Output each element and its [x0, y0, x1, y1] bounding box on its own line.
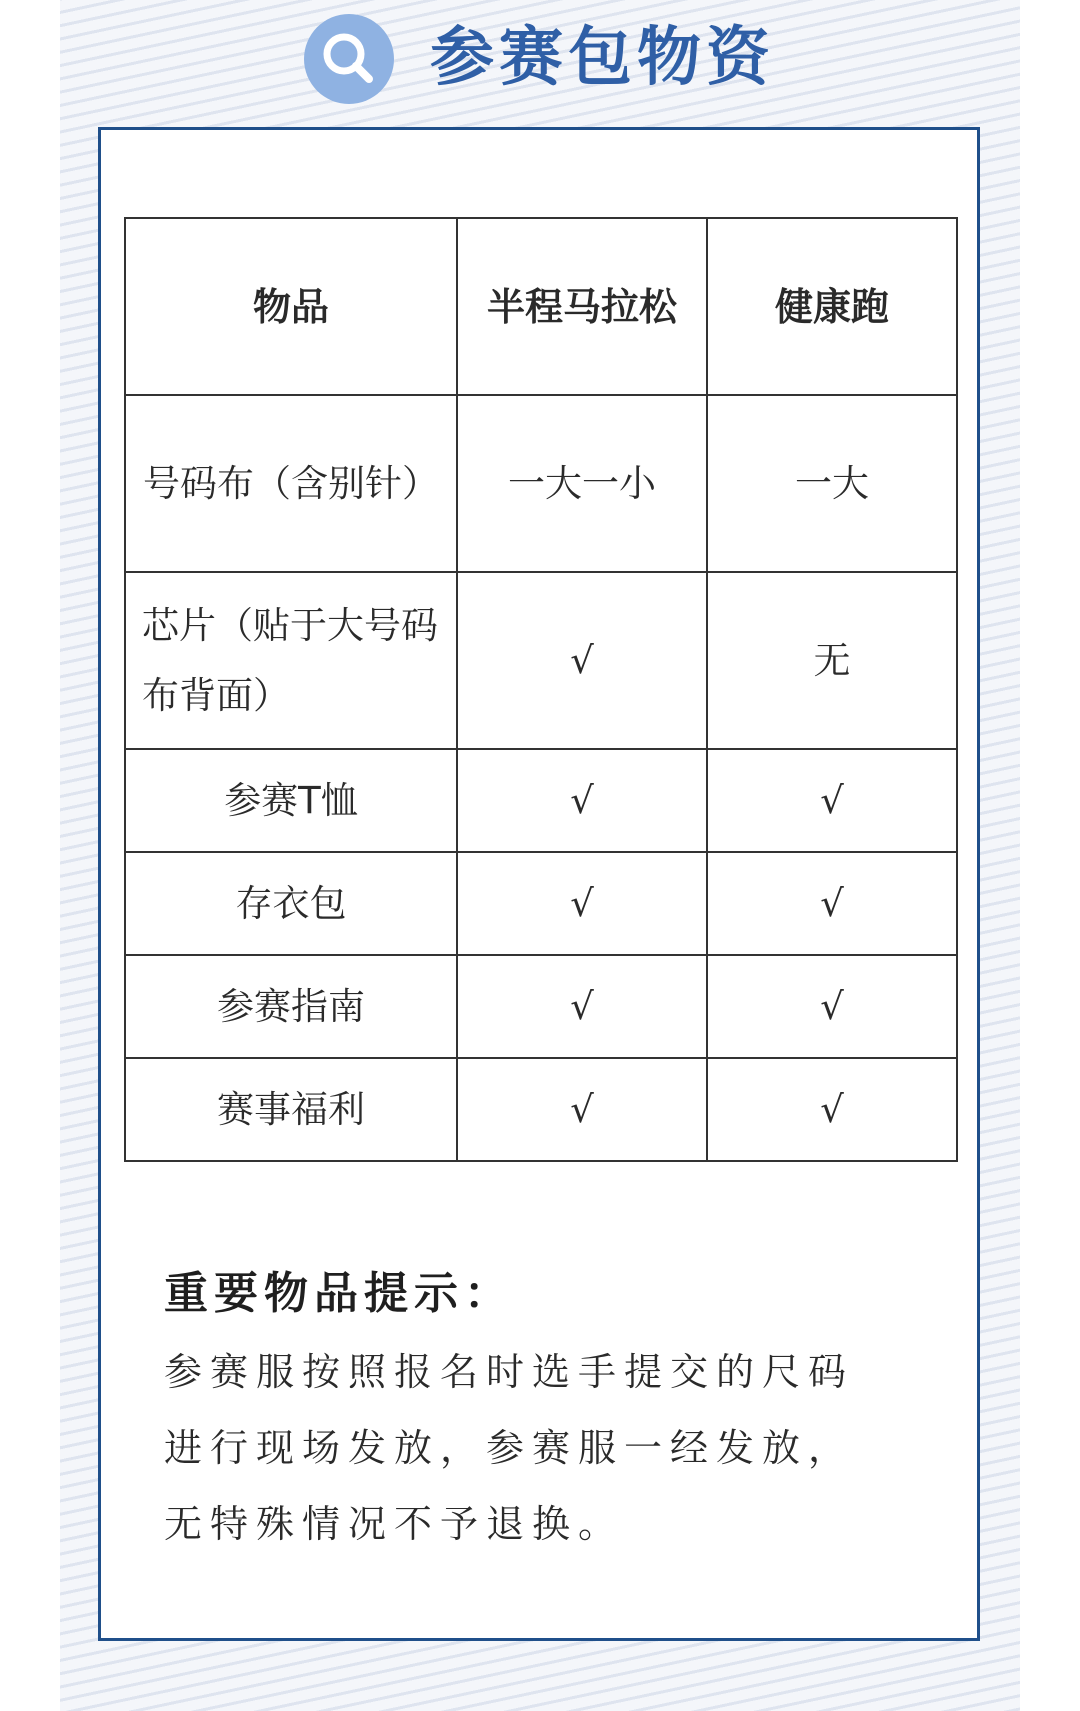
supplies-table: [124, 217, 958, 1162]
right-margin: [1020, 0, 1080, 1711]
fun-run-cell: √: [707, 955, 957, 1058]
item-cell: 参赛T恤: [125, 749, 457, 852]
table-row: [125, 395, 957, 572]
table-row: [125, 572, 957, 749]
half-marathon-cell: √: [457, 955, 707, 1058]
half-marathon-cell: √: [457, 852, 707, 955]
half-marathon-cell: √: [457, 1058, 707, 1161]
header-fun-run: 健康跑: [707, 218, 957, 395]
item-cell: 号码布（含别针）: [125, 395, 457, 572]
page-title: 参赛包物资: [430, 21, 775, 95]
fun-run-cell: √: [707, 1058, 957, 1161]
table-row: [125, 852, 957, 955]
table-row: [125, 955, 957, 1058]
notice-line: 无特殊情况不予退换。: [164, 1502, 625, 1546]
item-cell: 赛事福利: [125, 1058, 457, 1161]
item-cell: 存衣包: [125, 852, 457, 955]
header-item: 物品: [125, 218, 457, 395]
search-badge: [304, 14, 394, 104]
notice-title: 重要物品提示：: [164, 1268, 514, 1319]
notice-line: 进行现场发放，参赛服一经发放，: [164, 1426, 855, 1470]
table-header-row: [125, 218, 957, 395]
half-marathon-cell: √: [457, 572, 707, 749]
notice-line: 参赛服按照报名时选手提交的尺码: [164, 1350, 855, 1394]
left-margin: [0, 0, 60, 1711]
fun-run-cell: 一大: [707, 395, 957, 572]
notice-body: [164, 1334, 924, 1562]
item-cell: 参赛指南: [125, 955, 457, 1058]
search-icon: [304, 14, 394, 104]
item-cell: 芯片（贴于大号码布背面）: [125, 572, 457, 749]
table-row: [125, 1058, 957, 1161]
page-header: [0, 12, 1080, 104]
fun-run-cell: √: [707, 852, 957, 955]
half-marathon-cell: √: [457, 749, 707, 852]
header-half-marathon: 半程马拉松: [457, 218, 707, 395]
half-marathon-cell: 一大一小: [457, 395, 707, 572]
fun-run-cell: √: [707, 749, 957, 852]
table-row: [125, 749, 957, 852]
fun-run-cell: 无: [707, 572, 957, 749]
